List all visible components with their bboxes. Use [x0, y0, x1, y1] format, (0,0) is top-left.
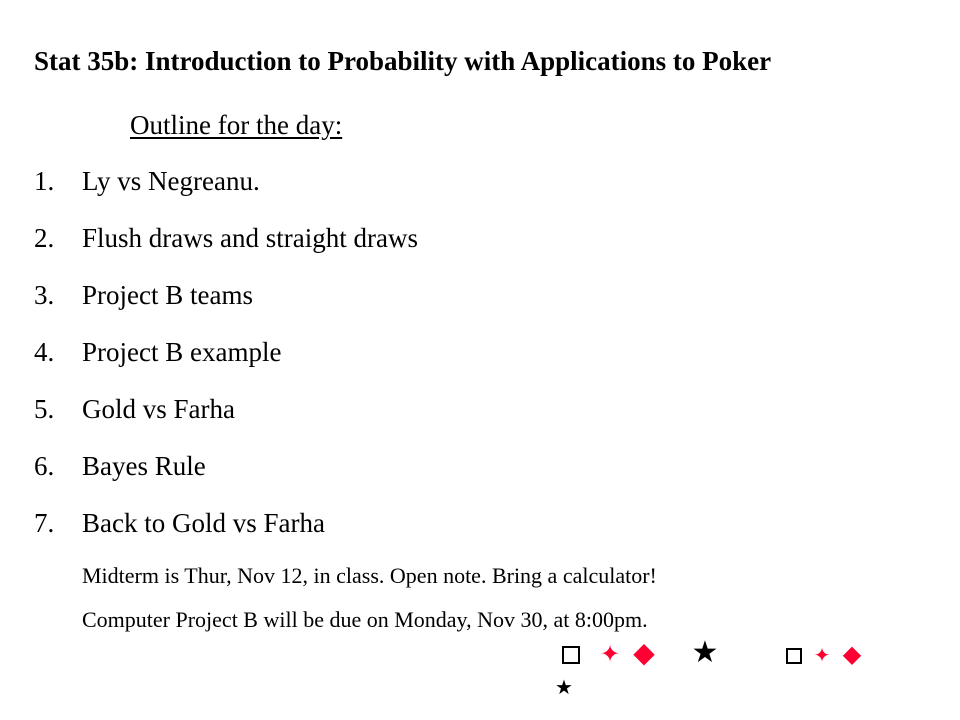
- outline-item-number: 1.: [34, 166, 55, 196]
- midterm-note: Midterm is Thur, Nov 12, in class. Open note. Bring a calculator!: [82, 563, 657, 588]
- outline-item: [34, 164, 418, 221]
- outline-item-text: Flush draws and straight draws: [82, 223, 418, 253]
- outline-item-number: 2.: [34, 223, 55, 253]
- outline-item-text: Project B teams: [82, 280, 253, 310]
- outline-item-number: 6.: [34, 451, 55, 481]
- spade-box-icon: [562, 646, 580, 664]
- outline-item: [34, 506, 418, 563]
- heart-sparkle-icon: ✦: [599, 642, 621, 668]
- club-star-icon: ★: [555, 677, 573, 699]
- outline-item-text: Back to Gold vs Farha: [82, 508, 325, 538]
- outline-item-text: Ly vs Negreanu.: [82, 166, 260, 196]
- outline-item-number: 5.: [34, 394, 55, 424]
- outline-heading: Outline for the day:: [130, 110, 343, 140]
- diamond-icon: ◆: [633, 638, 655, 669]
- outline-item: [34, 221, 418, 278]
- outline-item-number: 7.: [34, 508, 55, 538]
- outline-item-text: Gold vs Farha: [82, 394, 235, 424]
- heart-sparkle-icon: ✦: [813, 645, 831, 667]
- spade-box-icon: [786, 648, 802, 664]
- outline-item-text: Bayes Rule: [82, 451, 206, 481]
- outline-item: [34, 335, 418, 392]
- club-star-icon: ★: [691, 636, 719, 669]
- outline-item: [34, 278, 418, 335]
- outline-item: [34, 449, 418, 506]
- outline-item-number: 4.: [34, 337, 55, 367]
- slide-title: Stat 35b: Introduction to Probability with Applications to Poker: [34, 46, 772, 76]
- outline-item: [34, 392, 418, 449]
- diamond-icon: ◆: [842, 642, 862, 668]
- outline-item-text: Project B example: [82, 337, 282, 367]
- outline-list: [34, 164, 418, 563]
- outline-item-number: 3.: [34, 280, 55, 310]
- project-due-note: Computer Project B will be due on Monday, Nov 30, at 8:00pm.: [82, 607, 648, 632]
